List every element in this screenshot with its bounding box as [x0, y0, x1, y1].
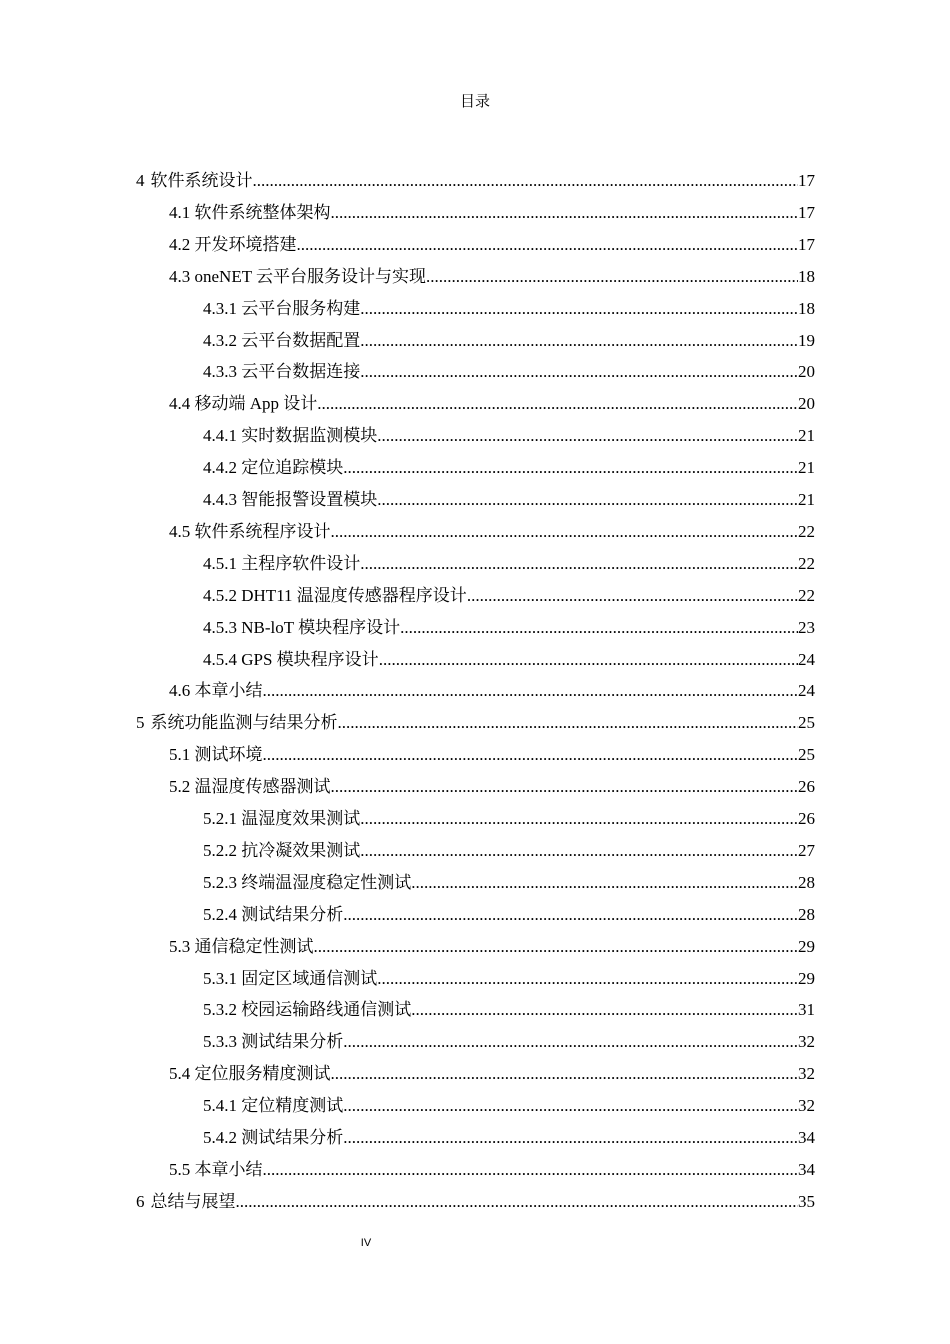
toc-entry[interactable]: [203, 894, 815, 926]
toc-page-number: 29: [798, 968, 815, 988]
dot-leader: [360, 808, 798, 830]
chapter-number: 5: [136, 713, 145, 733]
dot-leader: [400, 617, 798, 639]
toc-entry-label: [203, 617, 400, 639]
toc-entry[interactable]: [203, 415, 815, 447]
dot-leader: [263, 680, 799, 702]
dot-leader: [297, 234, 799, 256]
toc-page-number: 18: [798, 298, 815, 318]
toc-entry-title: 5.2.3 终端温湿度稳定性测试: [203, 872, 412, 892]
toc-page-number: 25: [798, 713, 815, 733]
dot-leader: [343, 904, 798, 926]
toc-page-number: 20: [798, 362, 815, 382]
toc-entry-title: 5.4 定位服务精度测试: [169, 1064, 331, 1084]
toc-page-number: 21: [798, 490, 815, 509]
toc-page-number: 24: [798, 681, 815, 701]
toc-page-number: 19: [798, 330, 815, 350]
toc-entry-label: [203, 872, 411, 894]
dot-leader: [253, 170, 799, 192]
toc-entry-title: 4.2 开发环境搭建: [169, 234, 297, 254]
toc-entry-label: [169, 234, 297, 256]
toc-entry-title: 4.5.3 NB-loT 模块程序设计: [203, 617, 401, 637]
toc-entry-label: [203, 1127, 343, 1149]
toc-entry[interactable]: [203, 958, 815, 990]
toc-entry-label: [203, 1095, 343, 1117]
toc-entry-title: 4.4 移动端 App 设计: [169, 394, 318, 414]
toc-page-number: 22: [798, 585, 815, 605]
toc-entry-title: 4.1 软件系统整体架构: [169, 202, 331, 222]
toc-entry-label: [203, 1031, 343, 1053]
toc-entry[interactable]: [169, 670, 815, 702]
toc-entry-label: [203, 808, 360, 830]
toc-entry[interactable]: [169, 1149, 815, 1181]
chapter-number: 4: [136, 171, 145, 190]
toc-entry-title: 5.3 通信稳定性测试: [169, 936, 314, 956]
toc-entry[interactable]: [203, 575, 815, 607]
toc-entry-title: 4.6 本章小结: [169, 681, 263, 701]
toc-entry-label: [169, 744, 263, 766]
toc-page-number: 29: [798, 936, 815, 956]
toc-page-number: 17: [798, 202, 815, 222]
dot-leader: [317, 393, 798, 415]
toc-page-number: 34: [798, 1128, 815, 1147]
dot-leader: [411, 999, 798, 1021]
page-number: IV: [360, 1237, 372, 1249]
toc-entry[interactable]: [203, 862, 815, 894]
toc-entry-label: [169, 1063, 331, 1085]
toc-entry-title: 5.2 温湿度传感器测试: [169, 777, 331, 797]
toc-entry-title: 5.1 测试环境: [169, 745, 263, 765]
toc-page-number: 21: [798, 426, 815, 446]
dot-leader: [360, 840, 798, 862]
toc-entry-label: [203, 489, 377, 511]
toc-entry[interactable]: [169, 256, 815, 288]
toc-entry[interactable]: [203, 320, 815, 352]
toc-entry[interactable]: [136, 160, 815, 192]
dot-leader: [379, 649, 798, 671]
toc-entry[interactable]: [203, 607, 815, 639]
dot-leader: [411, 872, 798, 894]
toc-entry-title: 5.2.1 温湿度效果测试: [203, 809, 361, 828]
toc-entry[interactable]: [203, 447, 815, 479]
toc-entry[interactable]: [136, 1181, 815, 1213]
dot-leader: [377, 968, 798, 990]
toc-entry-label: [203, 425, 377, 447]
toc-page-number: 18: [798, 266, 815, 286]
toc-entry-title: 系统功能监测与结果分析: [150, 713, 338, 733]
toc-entry-title: 4.3 oneNET 云平台服务设计与实现: [169, 266, 427, 286]
dot-leader: [331, 202, 799, 224]
toc-page-number: 26: [798, 777, 815, 797]
toc-entry-title: 4.5.4 GPS 模块程序设计: [203, 649, 379, 669]
toc-entry[interactable]: [169, 511, 815, 543]
toc-page-number: 24: [798, 649, 815, 669]
toc-entry-title: 4.4.1 实时数据监测模块: [203, 426, 378, 446]
toc-entry[interactable]: [203, 798, 815, 830]
dot-leader: [331, 1063, 799, 1085]
dot-leader: [343, 1095, 798, 1117]
toc-entry-title: 总结与展望: [150, 1191, 236, 1211]
toc-page-number: 32: [798, 1064, 815, 1084]
dot-leader: [331, 521, 799, 543]
dot-leader: [343, 1031, 798, 1053]
toc-entry-title: 5.3.2 校园运输路线通信测试: [203, 1000, 412, 1020]
toc-entry-label: [136, 1191, 236, 1213]
toc-entry-title: 5.4.2 测试结果分析: [203, 1128, 344, 1147]
toc-entry[interactable]: [169, 766, 815, 798]
toc-entry-label: [203, 330, 360, 352]
toc-page-number: 32: [798, 1096, 815, 1116]
toc-entry-label: [203, 298, 360, 320]
toc-entry[interactable]: [203, 351, 815, 383]
toc-entry[interactable]: [203, 288, 815, 320]
toc-page-number: 22: [798, 553, 815, 573]
page-title: 目录: [459, 94, 490, 110]
toc-entry-title: 5.4.1 定位精度测试: [203, 1096, 344, 1116]
toc-page-number: 28: [798, 904, 815, 924]
toc-entry[interactable]: [203, 479, 815, 511]
dot-leader: [331, 776, 799, 798]
dot-leader: [377, 489, 798, 511]
toc-entry-title: 4.4.2 定位追踪模块: [203, 458, 344, 478]
toc-entry-label: [203, 361, 360, 383]
toc-entry-label: [136, 170, 253, 192]
toc-entry-label: [203, 968, 377, 990]
toc-page-number: 34: [798, 1159, 815, 1179]
toc-page-number: 21: [798, 458, 815, 478]
toc-entry-title: 4.5 软件系统程序设计: [169, 521, 331, 541]
toc-entry-title: 5.5 本章小结: [169, 1159, 263, 1179]
dot-leader: [236, 1191, 799, 1213]
toc-entry-title: 4.3.1 云平台服务构建: [203, 298, 361, 318]
toc-entry[interactable]: [203, 1117, 815, 1149]
dot-leader: [377, 425, 798, 447]
toc-entry[interactable]: [203, 639, 815, 671]
toc-entry[interactable]: [203, 1085, 815, 1117]
toc-entry-label: [203, 649, 379, 671]
toc-page-number: 31: [798, 1000, 815, 1020]
toc-entry-title: 4.4.3 智能报警设置模块: [203, 490, 378, 509]
toc-page-number: 17: [798, 234, 815, 254]
toc-entry[interactable]: [169, 734, 815, 766]
toc-page-number: 25: [798, 745, 815, 765]
toc-entry[interactable]: [203, 1021, 815, 1053]
toc-entry-label: [169, 202, 331, 224]
dot-leader: [360, 298, 798, 320]
toc-entry[interactable]: [203, 543, 815, 575]
toc-entry-label: [203, 457, 343, 479]
dot-leader: [343, 1127, 798, 1149]
dot-leader: [360, 330, 798, 352]
toc-page-number: 20: [798, 394, 815, 414]
toc-entry-label: [203, 840, 360, 862]
toc-entry-label: [136, 712, 338, 734]
toc-entry-label: [169, 266, 426, 288]
toc-entry[interactable]: [136, 702, 815, 734]
dot-leader: [263, 1159, 799, 1181]
toc-entry[interactable]: [169, 1053, 815, 1085]
toc-entry-title: 5.3.3 测试结果分析: [203, 1032, 344, 1052]
dot-leader: [360, 361, 798, 383]
toc-page-number: 17: [798, 171, 815, 190]
toc-entry[interactable]: [169, 192, 815, 224]
toc-entry-title: 4.5.2 DHT11 温湿度传感器程序设计: [203, 585, 467, 605]
toc-page-number: 28: [798, 872, 815, 892]
toc-page-number: 26: [798, 809, 815, 828]
toc-entry-label: [203, 553, 360, 575]
toc-entry-title: 4.3.2 云平台数据配置: [203, 330, 361, 350]
toc-entry-label: [203, 904, 343, 926]
chapter-number: 6: [136, 1191, 145, 1211]
toc-page-number: 32: [798, 1032, 815, 1052]
toc-entry-label: [203, 999, 411, 1021]
dot-leader: [338, 712, 799, 734]
toc-entry-title: 软件系统设计: [150, 171, 253, 190]
toc-entry-title: 5.3.1 固定区域通信测试: [203, 968, 378, 988]
dot-leader: [467, 585, 798, 607]
toc-entry-title: 4.3.3 云平台数据连接: [203, 362, 361, 382]
toc-entry-title: 5.2.4 测试结果分析: [203, 904, 344, 924]
toc-entry-label: [203, 585, 467, 607]
toc-entry-label: [169, 680, 263, 702]
toc-page-number: 23: [798, 617, 815, 637]
toc-entry[interactable]: [169, 926, 815, 958]
toc-entry-label: [169, 393, 317, 415]
toc-entry[interactable]: [203, 989, 815, 1021]
toc-entry[interactable]: [169, 224, 815, 256]
dot-leader: [426, 266, 798, 288]
dot-leader: [343, 457, 798, 479]
toc-page-number: 35: [798, 1191, 815, 1211]
toc-entry-label: [169, 776, 331, 798]
toc-entry-label: [169, 1159, 263, 1181]
toc-page-number: 22: [798, 521, 815, 541]
toc-entry-label: [169, 936, 314, 958]
toc-entry[interactable]: [203, 830, 815, 862]
toc-entry-label: [169, 521, 331, 543]
toc-entry[interactable]: [169, 383, 815, 415]
toc-page-number: 27: [798, 840, 815, 860]
toc-entry-title: 4.5.1 主程序软件设计: [203, 553, 361, 573]
dot-leader: [360, 553, 798, 575]
dot-leader: [314, 936, 799, 958]
dot-leader: [263, 744, 799, 766]
toc-entry-title: 5.2.2 抗冷凝效果测试: [203, 840, 361, 860]
